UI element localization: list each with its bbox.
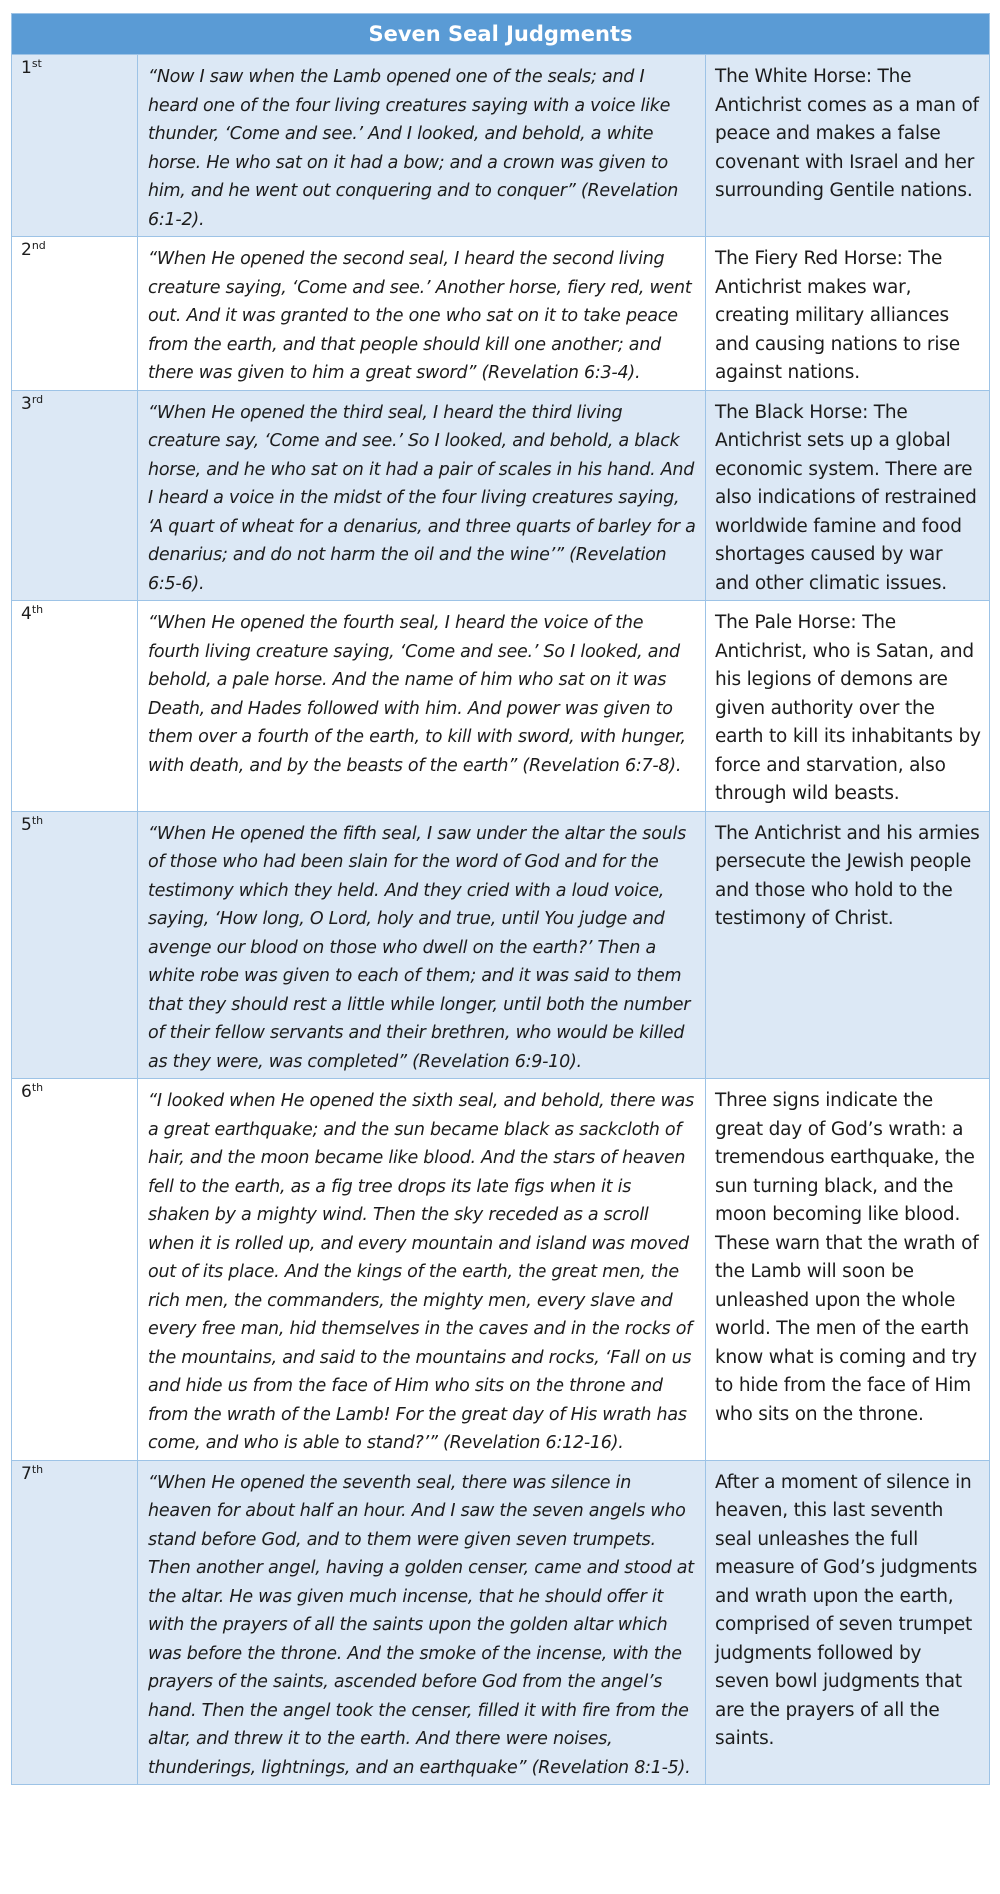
seal-number-cell xyxy=(12,237,138,391)
seal-judgments-table xyxy=(11,13,990,1785)
table-row xyxy=(12,55,990,237)
seal-number: 3 xyxy=(21,393,32,414)
scripture-text: “I looked when He opened the sixth seal, and behold, there was a great earthquake; and the sun became black as sackcloth of hair, and the moon became like blood. And the stars of heaven fell to the earth, as a fig tree drops its late figs when it is shaken by a mighty wind. Then the sky receded as a scroll when it is rolled up, and every mountain and island was moved out of its place. And the kings of the earth, the great men, the rich men, the commanders, the mighty men, every slave and every free man, hid themselves in the caves and in the rocks of the mountains, and said to the mountains and rocks, ‘Fall on us and hide us from the face of Him who sits on the throne and from the wrath of the Lamb! For the great day of His wrath has come, and who is able to stand?’” (Revelation 6:12-16). xyxy=(138,1079,706,1461)
scripture-text: “When He opened the second seal, I heard the second living creature saying, ‘Come and see.’ Another horse, fiery red, went out. And it was granted to the one who sat on it to take peace from the earth, and that people should kill one another; and there was given to him a great sword” (Revelation 6:3-4). xyxy=(138,237,706,391)
seal-number: 2 xyxy=(21,240,32,260)
scripture-text: “When He opened the seventh seal, there was silence in heaven for about half an hour. And I saw the seven angels who stand before God, and to them were given seven trumpets. Then another angel, having a golden censer, came and stood at the altar. He was given much incense, that he should offer it with the prayers of all the saints upon the golden altar which was before the throne. And the smoke of the incense, with the prayers of the saints, ascended before God from the angel’s hand. Then the angel took the censer, filled it with fire from the altar, and threw it to the earth. And there were noises, thunderings, lightnings, and an earthquake” (Revelation 8:1-5). xyxy=(138,1460,706,1785)
table-row xyxy=(12,1460,990,1785)
scripture-text: “When He opened the fifth seal, I saw under the altar the souls of those who had been slain for the word of God and for the testimony which they held. And they cried with a loud voice, saying, ‘How long, O Lord, holy and true, until You judge and avenge our blood on those who dwell on the earth?’ Then a white robe was given to each of them; and it was said to them that they should rest a little while longer, until both the number of their fellow servants and their brethren, who would be killed as they were, was completed” (Revelation 6:9-10). xyxy=(138,811,706,1079)
seal-description: The White Horse: The Antichrist comes as a man of peace and makes a false covenant with Israel and her surrounding Gentile nations. xyxy=(706,55,990,237)
table-row xyxy=(12,811,990,1079)
seal-number: 4 xyxy=(21,604,32,624)
scripture-text: “Now I saw when the Lamb opened one of the seals; and I heard one of the four living creatures saying with a voice like thunder, ‘Come and see.’ And I looked, and behold, a white horse. He who sat on it had a bow; and a crown was given to him, and he went out conquering and to conquer” (Revelation 6:1-2). xyxy=(138,55,706,237)
seal-description: The Antichrist and his armies persecute the Jewish people and those who hold to the testimony of Christ. xyxy=(706,811,990,1079)
seal-number: 1 xyxy=(21,58,32,78)
seal-number-cell xyxy=(12,601,138,812)
table-row xyxy=(12,1079,990,1461)
seal-ordinal-suffix: rd xyxy=(31,392,44,406)
table-row xyxy=(12,601,990,812)
seal-ordinal-suffix: st xyxy=(31,57,42,70)
seal-number: 6 xyxy=(21,1082,32,1102)
table-row xyxy=(12,237,990,391)
seal-ordinal-suffix: th xyxy=(31,1462,44,1476)
seal-number-cell xyxy=(12,390,138,601)
seal-description: The Black Horse: The Antichrist sets up a global economic system. There are also indications of restrained worldwide famine and food shortages caused by war and other climatic issues. xyxy=(706,390,990,601)
seal-description: After a moment of silence in heaven, this last seventh seal unleashes the full measure of God’s judgments and wrath upon the earth, comprised of seven trumpet judgments followed by seven bowl judgments that are the prayers of all the saints. xyxy=(706,1460,990,1785)
seal-description: The Fiery Red Horse: The Antichrist makes war, creating military alliances and causing nations to rise against nations. xyxy=(706,237,990,391)
seal-ordinal-suffix: th xyxy=(31,603,44,616)
scripture-text: “When He opened the third seal, I heard the third living creature say, ‘Come and see.’ So I looked, and behold, a black horse, and he who sat on it had a pair of scales in his hand. And I heard a voice in the midst of the four living creatures saying, ‘A quart of wheat for a denarius, and three quarts of barley for a denarius; and do not harm the oil and the wine’” (Revelation 6:5-6). xyxy=(138,390,706,601)
scripture-text: “When He opened the fourth seal, I heard the voice of the fourth living creature saying, ‘Come and see.’ So I looked, and behold, a pale horse. And the name of him who sat on it was Death, and Hades followed with him. And power was given to them over a fourth of the earth, to kill with sword, with hunger, with death, and by the beasts of the earth” (Revelation 6:7-8). xyxy=(138,601,706,812)
table-title: Seven Seal Judgments xyxy=(12,14,990,55)
seal-description: Three signs indicate the great day of God’s wrath: a tremendous earthquake, the sun turning black, and the moon becoming like blood. These warn that the wrath of the Lamb will soon be unleashed upon the whole world. The men of the earth know what is coming and try to hide from the face of Him who sits on the throne. xyxy=(706,1079,990,1461)
table-header-row xyxy=(12,14,990,55)
seal-number-cell xyxy=(12,811,138,1079)
seal-ordinal-suffix: nd xyxy=(31,239,46,252)
seal-number-cell xyxy=(12,55,138,237)
seal-ordinal-suffix: th xyxy=(31,1081,44,1094)
seal-number: 5 xyxy=(21,814,32,835)
seal-number: 7 xyxy=(21,1463,32,1484)
seal-number-cell xyxy=(12,1460,138,1785)
seal-number-cell xyxy=(12,1079,138,1461)
seal-judgments-document xyxy=(11,13,989,1879)
table-row xyxy=(12,390,990,601)
seal-ordinal-suffix: th xyxy=(31,813,44,827)
seal-description: The Pale Horse: The Antichrist, who is Satan, and his legions of demons are given authority over the earth to kill its inhabitants by force and starvation, also through wild beasts. xyxy=(706,601,990,812)
